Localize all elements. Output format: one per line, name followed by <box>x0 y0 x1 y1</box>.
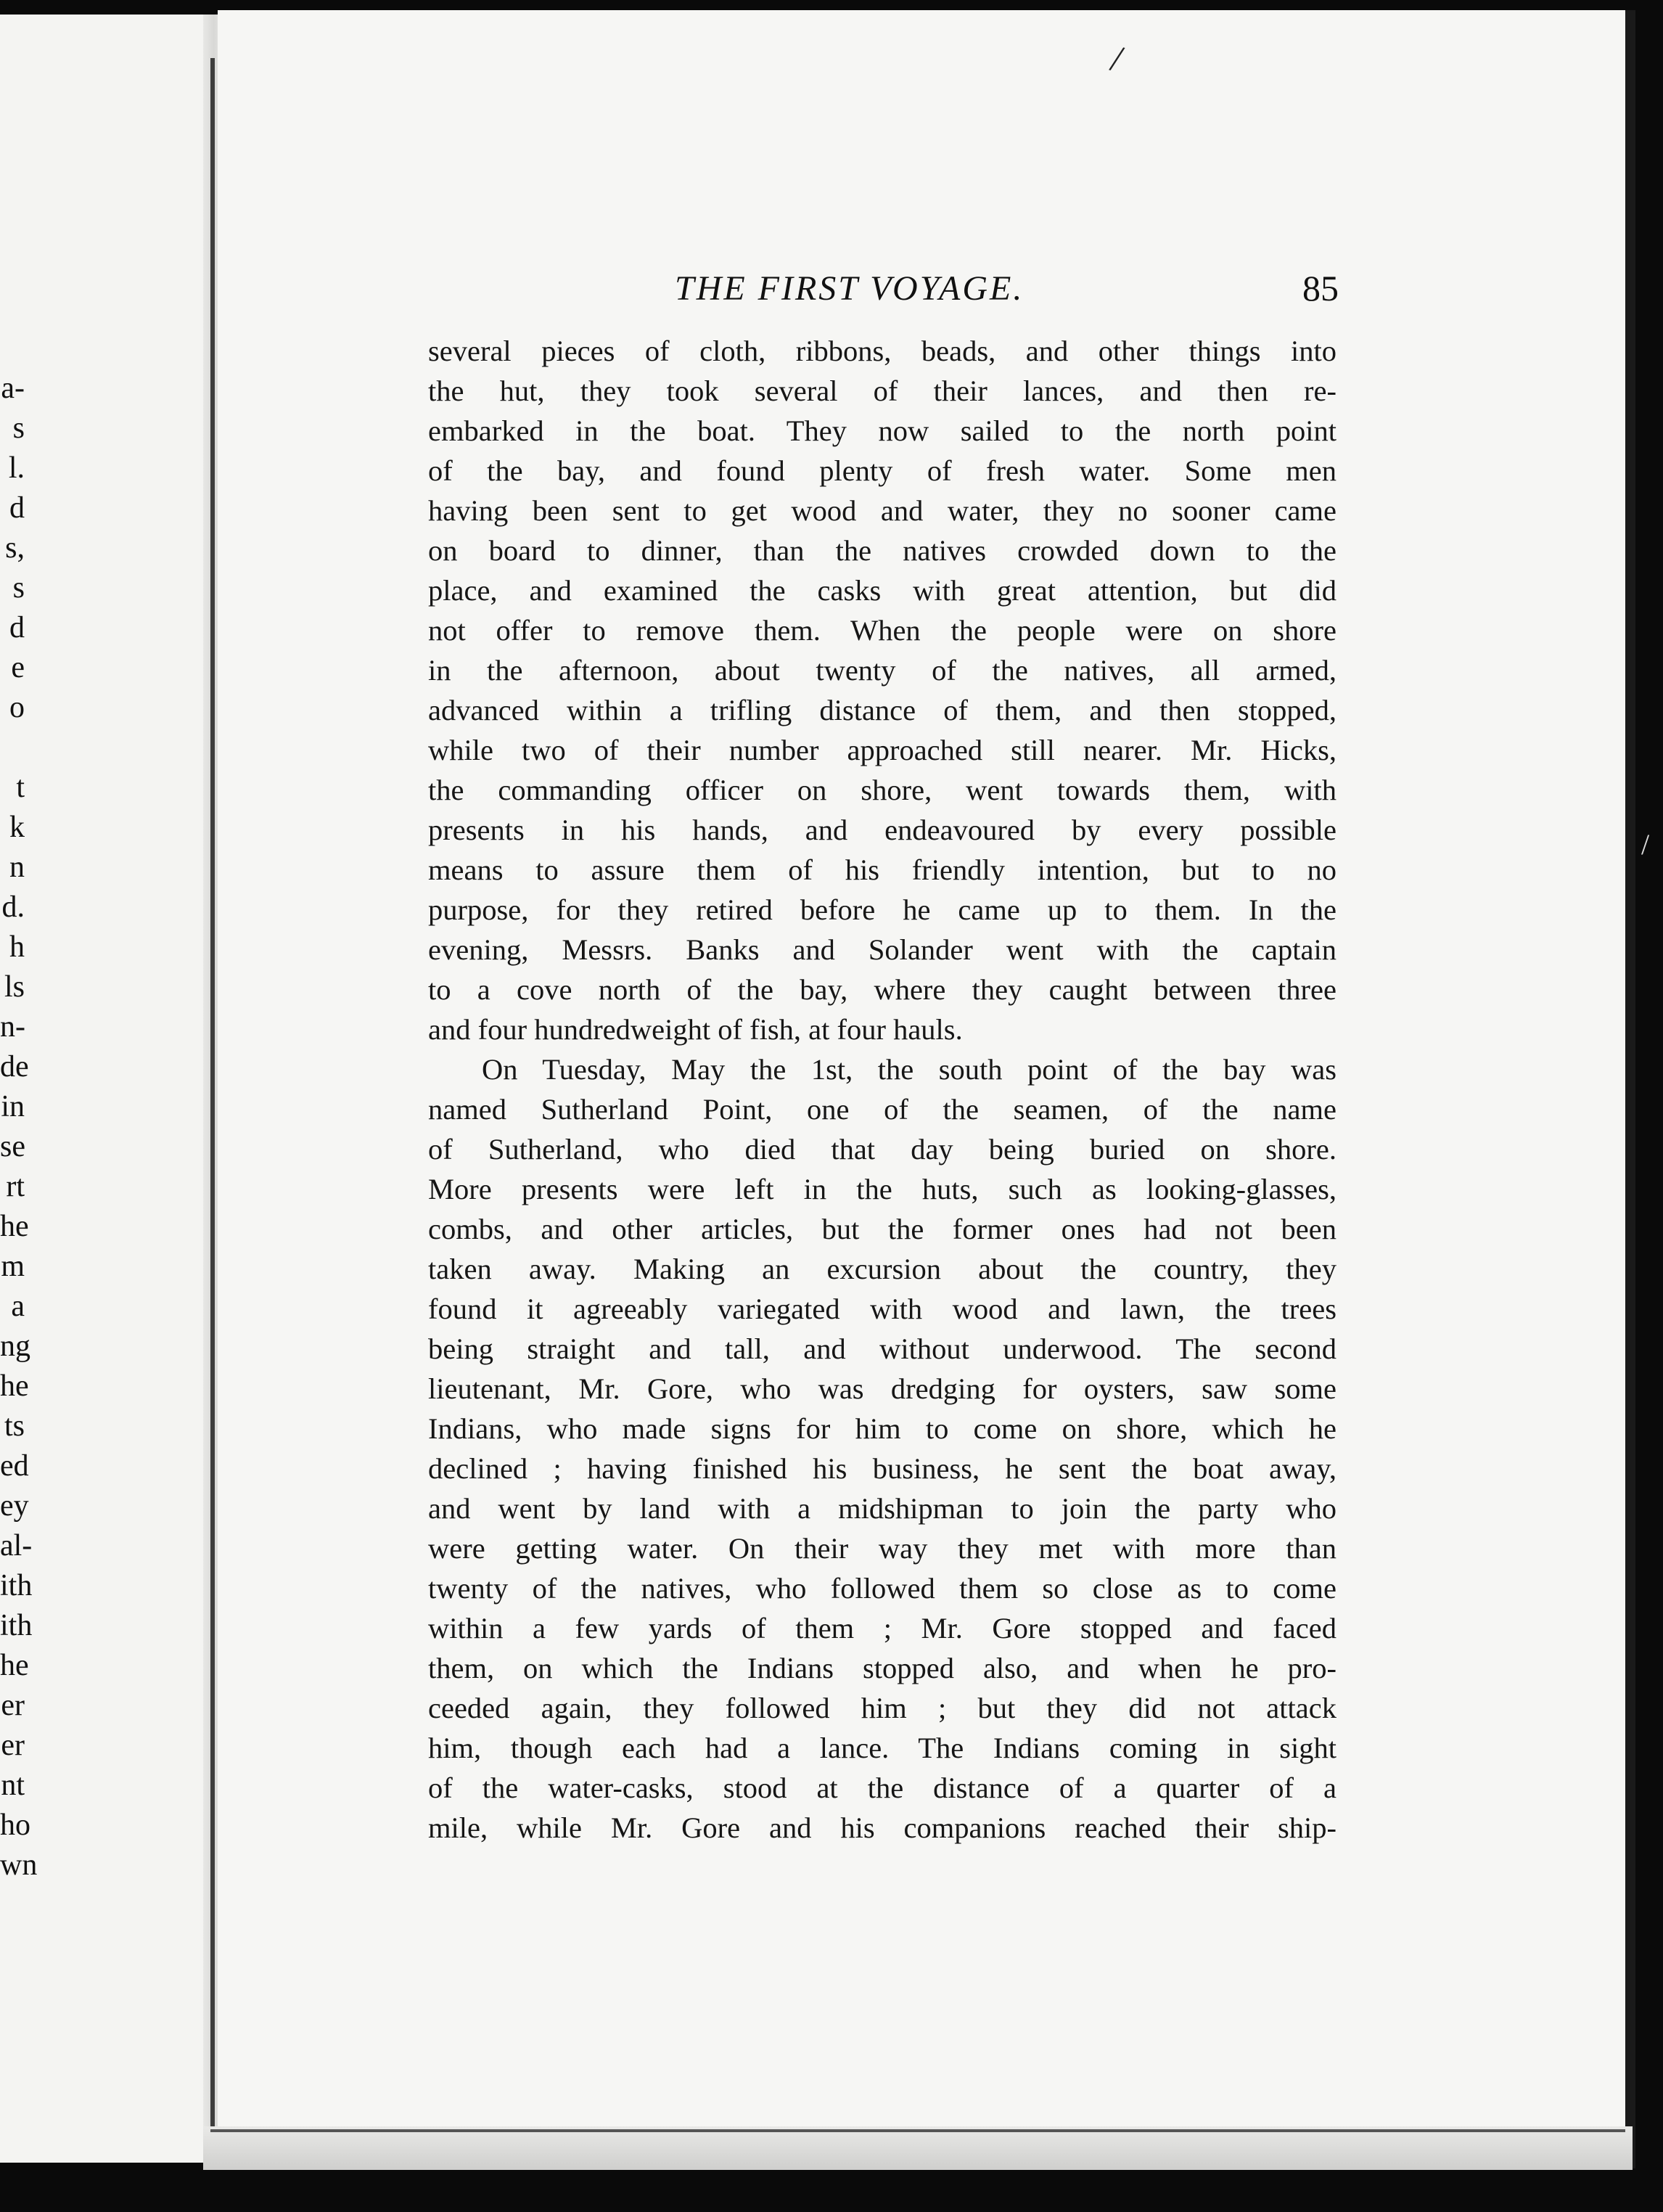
text-line: taken away. Making an excursion about the country, they <box>428 1253 1336 1285</box>
text-line: several pieces of cloth, ribbons, beads, and other things into <box>428 335 1336 367</box>
text-line: were getting water. On their way they met with more than <box>428 1532 1336 1565</box>
left-page-fragment: a- <box>1 372 25 405</box>
text-line: purpose, for they retired before he came up to them. In the <box>428 893 1336 926</box>
page-bottom-edge <box>203 2126 1633 2170</box>
text-line: within a few yards of them ; Mr. Gore stopped and faced <box>428 1612 1336 1644</box>
page-right-edge <box>1625 10 1635 2168</box>
left-page-fragments <box>0 369 38 1885</box>
left-page-fragment: er <box>1 1689 25 1722</box>
left-page-fragment: ith <box>0 1569 33 1602</box>
text-line: and four hundredweight of fish, at four hauls. <box>428 1013 963 1046</box>
left-page-fragment: d. <box>1 890 25 924</box>
left-page-fragment: er <box>1 1729 25 1762</box>
text-line: embarked in the boat. They now sailed to the north point <box>428 414 1336 447</box>
text-line: and went by land with a midshipman to join the party who <box>428 1492 1336 1525</box>
left-page-fragment: rt <box>6 1170 25 1203</box>
text-line: being straight and tall, and without underwood. The second <box>428 1332 1336 1365</box>
body-text <box>428 331 1336 1848</box>
left-page-fragment: ls <box>4 970 25 1004</box>
text-line: mile, while Mr. Gore and his companions reached their ship- <box>428 1811 1336 1844</box>
left-page-fragment <box>0 728 25 768</box>
text-line: place, and examined the casks with great attention, but did <box>428 574 1336 607</box>
left-page-fragment: se <box>0 1130 25 1163</box>
left-page-fragment: e <box>11 651 25 684</box>
text-line: of the water-casks, stood at the distance of a quarter of a <box>428 1771 1336 1804</box>
page-bottom-line <box>210 2129 1625 2132</box>
left-page-fragment: a <box>11 1290 25 1323</box>
text-line: twenty of the natives, who followed them so close as to come <box>428 1572 1336 1605</box>
left-page-fragment: d <box>9 491 25 525</box>
left-page-fragment: ed <box>0 1449 29 1483</box>
text-line: lieutenant, Mr. Gore, who was dredging for oysters, saw some <box>428 1372 1336 1405</box>
left-page-fragment: ts <box>4 1409 25 1443</box>
text-line: the commanding officer on shore, went towards them, with <box>428 774 1336 806</box>
text-line: on board to dinner, than the natives crowded down to the <box>428 534 1336 567</box>
page-number: 85 <box>1302 268 1339 308</box>
text-line: combs, and other articles, but the former ones had not been <box>428 1213 1336 1245</box>
text-line: On Tuesday, May the 1st, the south point of the bay was <box>482 1053 1336 1086</box>
left-page-fragment: ith <box>0 1609 33 1642</box>
left-page-fragment: o <box>9 691 25 724</box>
pencil-tick-mark: / <box>1106 38 1128 81</box>
text-line: named Sutherland Point, one of the seamen, of the name <box>428 1093 1336 1126</box>
left-page-fragment: t <box>16 771 25 804</box>
text-line: them, on which the Indians stopped also, and when he pro- <box>428 1652 1336 1684</box>
text-line: advanced within a trifling distance of them, and then stopped, <box>428 694 1336 726</box>
left-page-fragment: al- <box>0 1529 33 1562</box>
left-page-fragment: h <box>9 930 25 964</box>
text-line: ceeded again, they followed him ; but they did not attack <box>428 1692 1336 1724</box>
text-line: the hut, they took several of their lances, and then re- <box>428 374 1336 407</box>
left-page-fragment: l. <box>8 451 25 485</box>
left-page-fragment: s <box>12 571 25 605</box>
left-page-fragment: ey <box>0 1489 29 1523</box>
left-page-fragment: in <box>1 1090 25 1123</box>
left-page-fragment: d <box>9 611 25 644</box>
text-line: to a cove north of the bay, where they caught between three <box>428 973 1336 1006</box>
running-head: THE FIRST VOYAGE. <box>675 269 1025 308</box>
left-page-fragment: he <box>0 1369 29 1403</box>
left-page-fragment: he <box>0 1210 29 1243</box>
left-page-fragment: nt <box>1 1769 25 1802</box>
text-line: him, though each had a lance. The Indians coming in sight <box>428 1732 1336 1764</box>
edge-tick-mark: / <box>1641 828 1650 861</box>
text-line: More presents were left in the huts, such as looking-glasses, <box>428 1173 1336 1205</box>
left-page-fragment: he <box>0 1649 29 1682</box>
text-line: having been sent to get wood and water, they no sooner came <box>428 494 1336 527</box>
left-page-fragment: wn <box>0 1848 38 1882</box>
text-line: Indians, who made signs for him to come on shore, which he <box>428 1412 1336 1445</box>
left-page-fragment: m <box>1 1250 25 1283</box>
text-line: in the afternoon, about twenty of the natives, all armed, <box>428 654 1336 687</box>
text-line: while two of their number approached still nearer. Mr. Hicks, <box>428 734 1336 766</box>
left-page-fragment: k <box>9 811 25 844</box>
text-line: presents in his hands, and endeavoured by every possible <box>428 814 1336 846</box>
left-page-fragment: n <box>9 851 25 884</box>
text-line: found it agreeably variegated with wood and lawn, the trees <box>428 1293 1336 1325</box>
left-page <box>0 15 218 2163</box>
text-line: not offer to remove them. When the people were on shore <box>428 614 1336 647</box>
left-page-fragment: ho <box>0 1808 30 1842</box>
gutter-shadow-line <box>210 58 215 2134</box>
left-page-fragment: s <box>12 411 25 445</box>
text-line: of the bay, and found plenty of fresh water. Some men <box>428 454 1336 487</box>
left-page-fragment: de <box>0 1050 29 1084</box>
left-page-fragment: n- <box>0 1010 25 1044</box>
text-line: evening, Messrs. Banks and Solander went with the captain <box>428 933 1336 966</box>
left-page-fragment: s, <box>5 531 25 565</box>
text-line: of Sutherland, who died that day being buried on shore. <box>428 1133 1336 1166</box>
left-page-fragment: ng <box>0 1330 30 1363</box>
text-line: means to assure them of his friendly intention, but to no <box>428 853 1336 886</box>
text-line: declined ; having finished his business, he sent the boat away, <box>428 1452 1336 1485</box>
